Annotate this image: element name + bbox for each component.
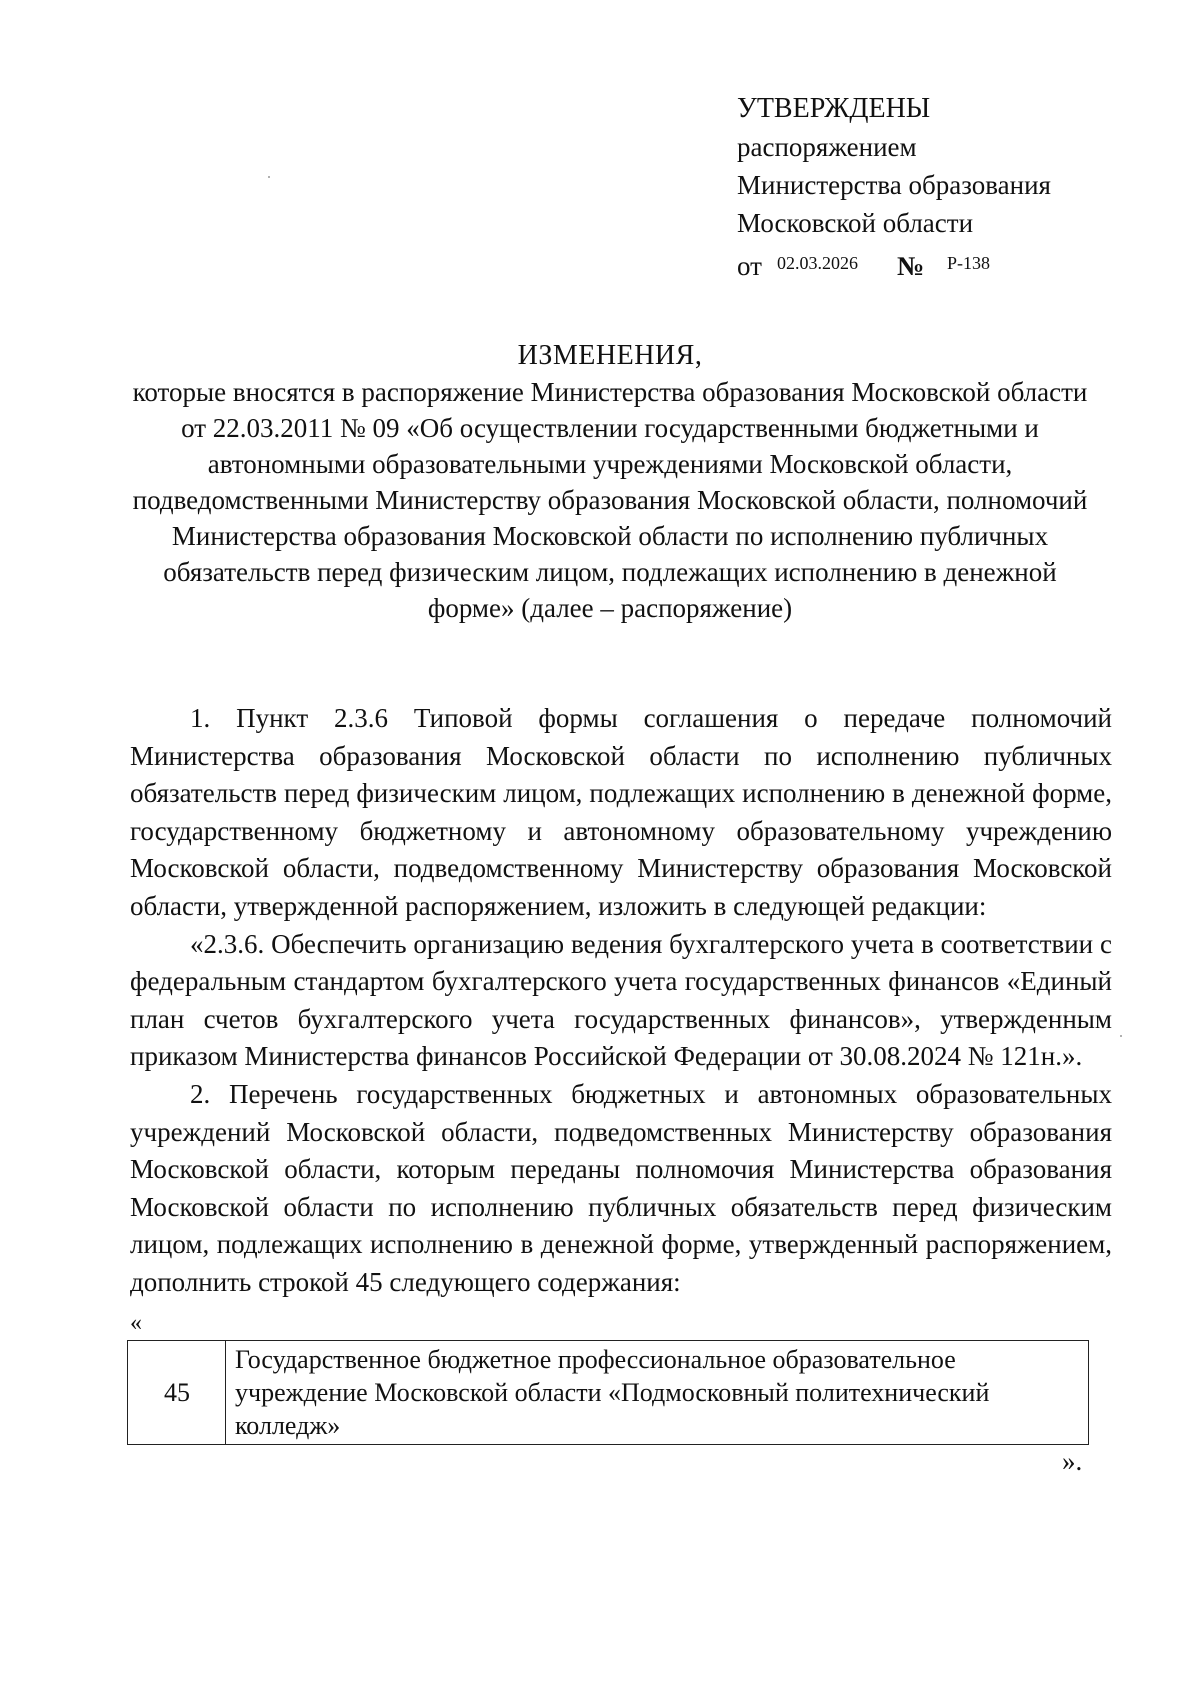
quote-close-mark: ». [1062,1446,1083,1476]
scan-speck [268,176,270,178]
title-line-6: обязательств перед физическим лицом, подлежащих исполнению в денежной [163,557,1057,587]
approval-line-3: Московской области [737,208,974,238]
approval-date-line [737,244,1137,285]
body-text [130,700,1112,1302]
title-line-1: которые вносятся в распоряжение Министерства образования Московской области [132,377,1088,407]
approval-line-2: Министерства образования [737,170,1051,200]
approval-heading: УТВЕРЖДЕНЫ [737,93,931,124]
quote-open-mark: « [130,1310,142,1336]
paragraph-1: 1. Пункт 2.3.6 Типовой формы соглашения о передаче полномочий Министерства образования Московской области по исполнению публичных обязательств перед физическим лицом, подлежащих исполнению в денежной форме, государственному бюджетному и автономному образовательному учреждению Московской области, подведомственному Министерству образования Московской области, утвержденной распоряжением, изложить в следующей редакции: [130,703,1112,921]
approval-number: Р-138 [947,253,991,273]
institutions-table [127,1340,1089,1445]
table-row [128,1341,1089,1445]
document-title: ИЗМЕНЕНИЯ, [517,340,703,371]
approval-line-1: распоряжением [737,132,917,162]
title-line-4: подведомственными Министерству образования Московской области, полномочий [132,485,1088,515]
institution-name-cell: Государственное бюджетное профессиональное образовательное учреждение Московской области «Подмосковный политехнический колледж» [226,1341,1089,1445]
approval-block [737,90,1137,285]
title-line-5: Министерства образования Московской области по исполнению публичных [171,521,1049,551]
row-number-cell: 45 [128,1341,226,1445]
approval-date: 02.03.2026 [777,253,858,273]
title-line-2: от 22.03.2011 № 09 «Об осуществлении государственными бюджетными и [181,413,1039,443]
paragraph-3: 2. Перечень государственных бюджетных и автономных образовательных учреждений Московской области, подведомственных Министерству образования Московской области, которым переданы полномочия Министерства образования Московской области по исполнению публичных обязательств перед физическим лицом, подлежащих исполнению в денежной форме, утвержденный распоряжением, дополнить строкой 45 следующего содержания: [130,1078,1112,1297]
title-line-7: форме» (далее – распоряжение) [427,593,793,623]
approval-number-sign: № [897,251,925,281]
title-block [130,338,1090,626]
approval-date-prefix: от [737,251,762,281]
paragraph-2: «2.3.6. Обеспечить организацию ведения бухгалтерского учета в соответствии с федеральным стандартом бухгалтерского учета государственных финансов «Единый план счетов бухгалтерского учета государственных финансов», утвержденным приказом Министерства финансов Российской Федерации от 30.08.2024 № 121н.». [130,928,1112,1072]
title-line-3: автономными образовательными учреждениями Московской области, [207,449,1013,479]
scan-speck [1120,1035,1122,1037]
